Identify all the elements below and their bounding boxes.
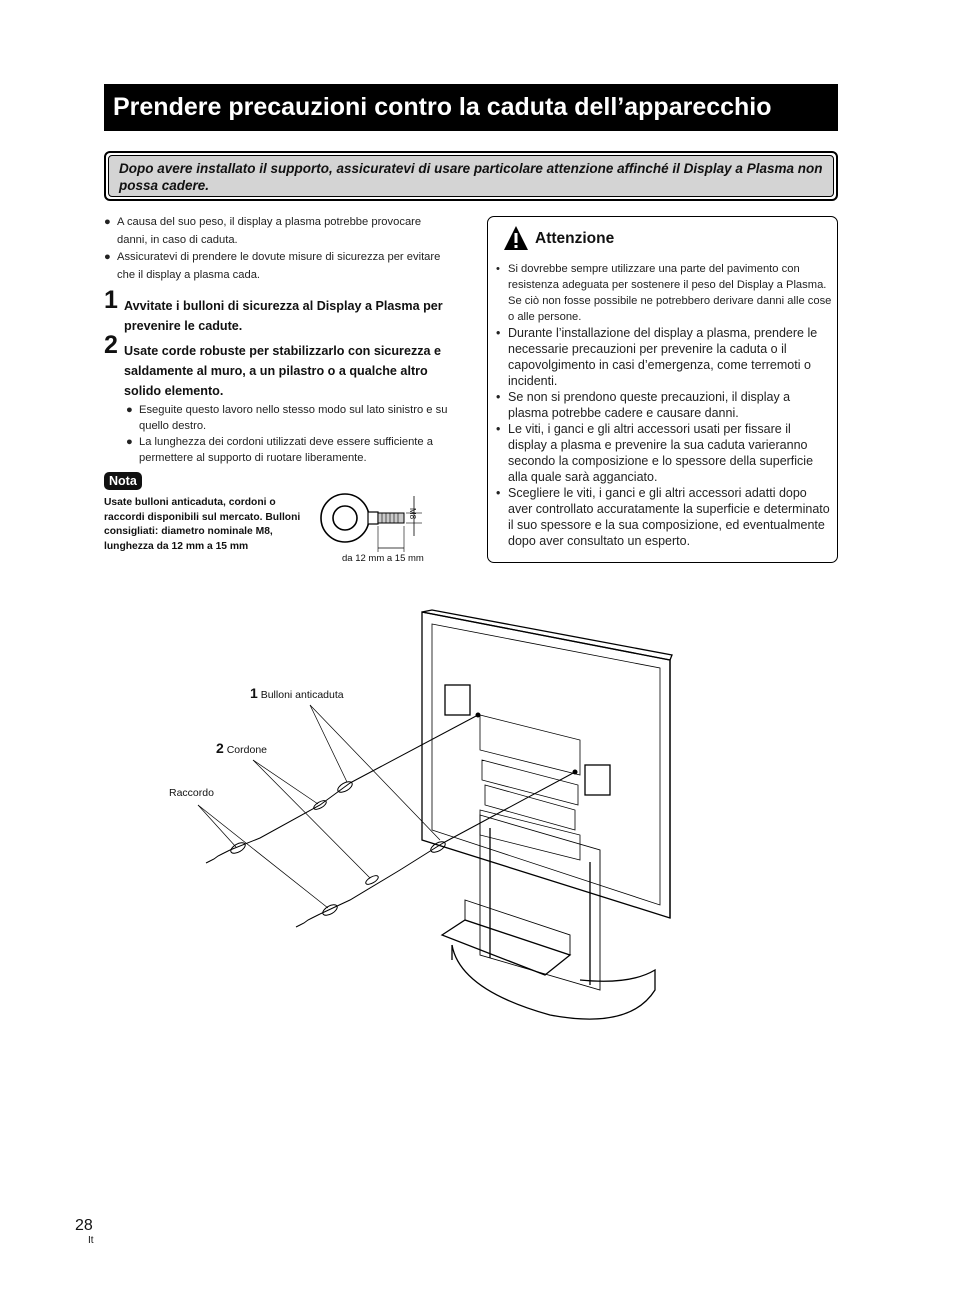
bullet-icon: ● [126,436,133,448]
page-number: 28 [75,1217,93,1234]
intro-banner-text: Dopo avere installato il supporto, assicuratevi di usare particolare attenzione affinché il Display a Plasma non possa cadere. [108,155,834,197]
thread-size-label: M8 [408,508,417,520]
bolt-length-label: da 12 mm a 15 mm [342,553,424,564]
step-number: 2 [104,331,118,359]
step-2 [104,331,459,401]
page-title: Prendere precauzioni contro la caduta dell’apparecchio [104,84,838,131]
installation-illustration [160,600,680,1030]
bullet-icon: • [496,390,501,404]
bullet-icon: • [496,422,501,436]
list-item: ● Assicuratevi di prendere le dovute misure di sicurezza per evitare che il display a plasma cada. [104,251,441,281]
list-item: ● La lunghezza dei cordoni utilizzati deve essere sufficiente a permettere al supporto di ruotare liberamente. [126,436,433,464]
language-code: It [88,1235,94,1246]
label-connector: Raccordo [169,787,214,799]
warning-icon [503,225,529,251]
list-item: ● Eseguite questo lavoro nello stesso modo sul lato sinistro e su quello destro. [126,404,448,432]
list-item: ● A causa del suo peso, il display a plasma potrebbe provocare danni, in caso di caduta. [104,216,422,246]
bullet-icon: • [496,263,500,275]
bullet-icon: • [496,326,501,340]
caution-title: Attenzione [535,230,615,247]
step-text: Usate corde robuste per stabilizzarlo con sicurezza e saldamente al muro, a un pilastro o a qualche altro solido elemento. [124,344,442,398]
list-item: • Si dovrebbe sempre utilizzare una parte del pavimento con resistenza adeguata per sostenere il peso del Display a Plasma. Se ciò non fosse possibile ne potrebbero derivare danni alle cose o alle persone. [496,263,832,323]
list-item: • Scegliere le viti, i ganci e gli altri accessori adatti dopo aver controllato accuratamente la superficie e determinato il suo spessore e la sua composizione, ed eventualmente dopo aver consultato un esperto. [496,486,830,548]
list-item: • Le viti, i ganci e gli altri accessori usati per fissare il display a plasma e prevenire la sua caduta varieranno secondo la composizione e lo spessore della superficie alla quale sarà agganciato. [496,422,814,484]
note-badge: Nota [104,472,142,490]
label-cord: 2 Cordone [216,740,267,756]
intro-bullets [104,214,444,284]
note-text: Usate bulloni anticaduta, cordoni o raccordi disponibili sul mercato. Bulloni consigliati: diametro nominale M8, lunghezza da 12 mm a 15 mm [104,497,301,552]
list-item: • Durante l’installazione del display a plasma, prendere le necessarie precauzioni per prevenire la caduta o il capovolgimento in casi d’emergenza, come terremoti o incidenti. [496,326,818,388]
step-number: 1 [104,286,118,314]
list-item: • Se non si prendono queste precauzioni, il display a plasma potrebbe cadere e causare danni. [496,390,791,420]
intro-banner [104,151,838,201]
bullet-icon: ● [104,216,111,228]
bullet-icon: ● [104,251,111,263]
bullet-icon: ● [126,404,133,416]
bullet-icon: • [496,486,501,500]
label-safety-bolts: 1 Bulloni anticaduta [250,685,344,701]
step-2-bullets [126,402,456,466]
caution-list [496,261,833,549]
step-1 [104,286,459,336]
step-text: Avvitate i bulloni di sicurezza al Display a Plasma per prevenire le cadute. [124,299,443,333]
